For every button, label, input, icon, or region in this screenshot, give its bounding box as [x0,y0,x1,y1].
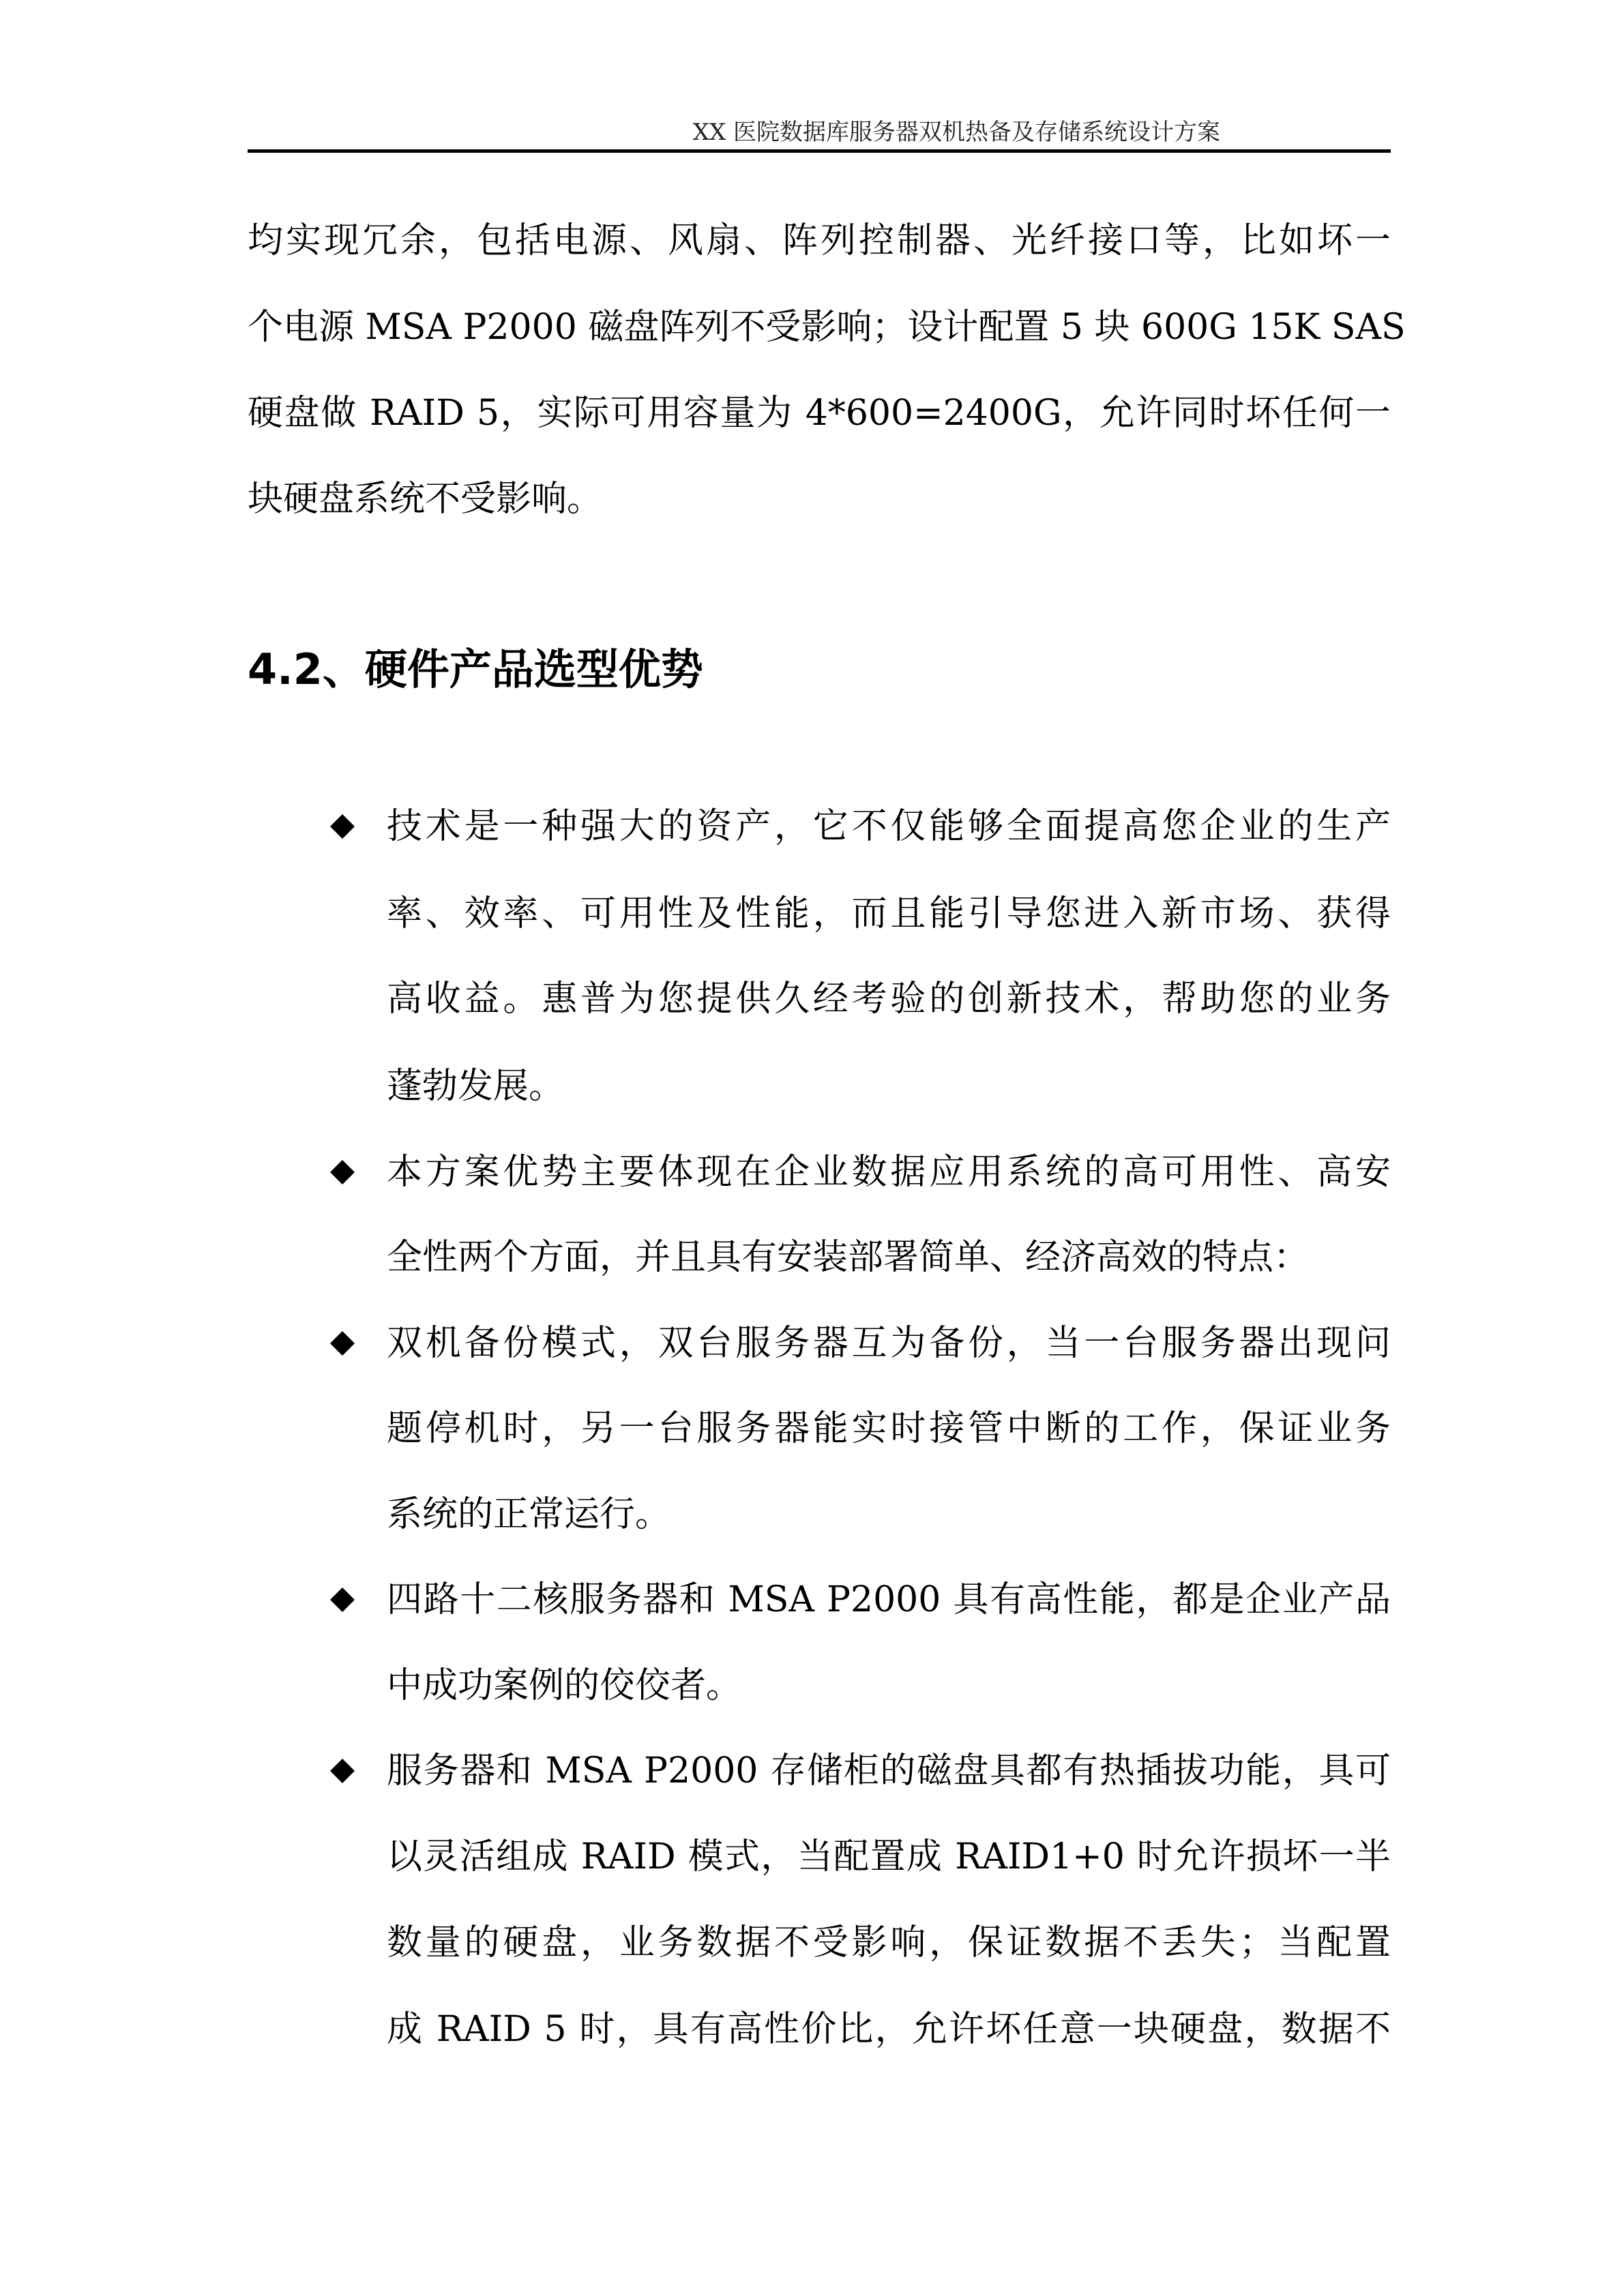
diamond-bullet-icon [330,1587,355,1612]
paragraph-line: 均实现冗余，包括电源、风扇、阵列控制器、光纤接口等，比如坏一 [248,220,1391,261]
diamond-bullet-icon [330,1759,355,1783]
header-rule [248,149,1391,153]
diamond-bullet-icon [330,814,355,839]
bullet-line: 系统的正常运行。 [387,1494,671,1535]
diamond-bullet-icon [330,1331,355,1356]
paragraph-line: 块硬盘系统不受影响。 [248,479,603,520]
bullet-line: 蓬勃发展。 [387,1066,565,1107]
bullet-line: 中成功案例的佼佼者。 [387,1665,742,1706]
bullet-line: 本方案优势主要体现在企业数据应用系统的高可用性、高安 [387,1152,1391,1193]
bullet-line: 高收益。惠普为您提供久经考验的创新技术，帮助您的业务 [387,979,1391,1019]
bullet-line: 技术是一种强大的资产，它不仅能够全面提高您企业的生产 [387,806,1391,847]
paragraph-line: 个电源 MSA P2000 磁盘阵列不受影响；设计配置 5 块 600G 15K SAS [248,307,1406,348]
bullet-line: 数量的硬盘，业务数据不受影响，保证数据不丢失；当配置 [387,1922,1391,1963]
bullet-line: 四路十二核服务器和 MSA P2000 具有高性能，都是企业产品 [387,1579,1391,1620]
bullet-line: 成 RAID 5 时，具有高性价比，允许坏任意一块硬盘，数据不 [387,2009,1391,2050]
bullet-line: 以灵活组成 RAID 模式，当配置成 RAID1+0 时允许损坏一半 [387,1836,1391,1877]
bullet-line: 双机备份模式，双台服务器互为备份，当一台服务器出现问 [387,1323,1391,1364]
paragraph-line: 硬盘做 RAID 5，实际可用容量为 4*600=2400G，允许同时坏任何一 [248,393,1391,434]
bullet-line: 全性两个方面，并且具有安装部署简单、经济高效的特点： [387,1237,1310,1278]
bullet-line: 率、效率、可用性及性能，而且能引导您进入新市场、获得 [387,893,1391,934]
bullet-line: 题停机时，另一台服务器能实时接管中断的工作，保证业务 [387,1408,1391,1449]
bullet-line: 服务器和 MSA P2000 存储柜的磁盘具都有热插拔功能，具可 [387,1750,1391,1791]
diamond-bullet-icon [330,1160,355,1184]
section-heading: 4.2、硬件产品选型优势 [248,644,703,694]
page-header-title: XX 医院数据库服务器双机热备及存储系统设计方案 [692,119,1220,146]
